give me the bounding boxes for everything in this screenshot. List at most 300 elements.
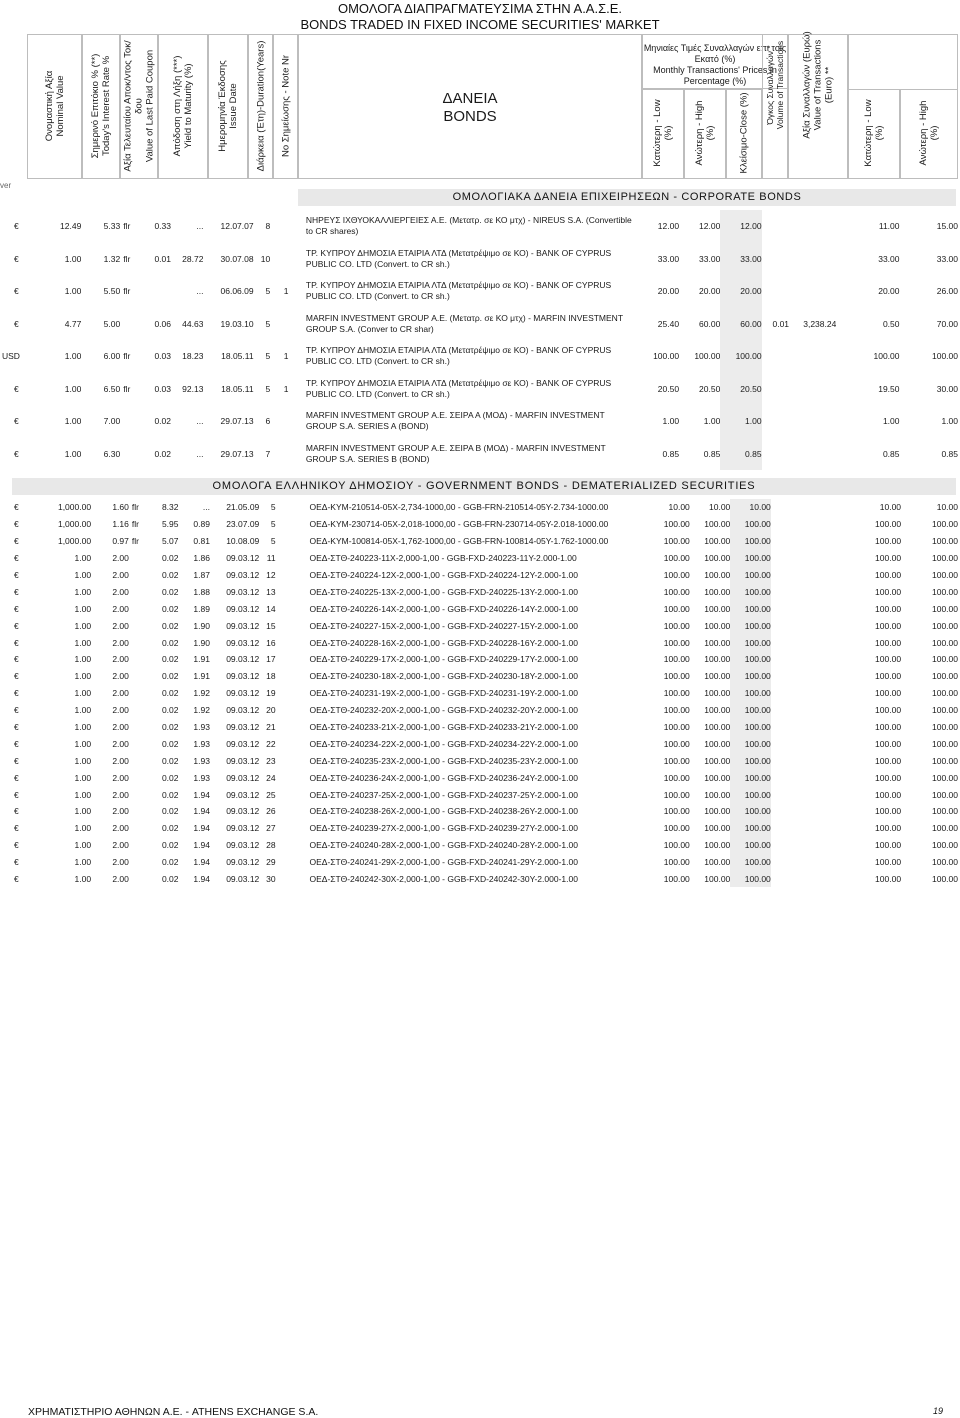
last-coupon-cell: 0.02 [161, 654, 179, 665]
yield-to-maturity-cell: 44.63 [182, 318, 204, 329]
month-high-cell: 100.00 [704, 806, 731, 817]
month-close-cell: 100.00 [730, 769, 771, 786]
duration-cell: 30 [266, 874, 276, 885]
yield-to-maturity-cell: ... [202, 502, 210, 513]
last-coupon-cell: 0.02 [154, 448, 171, 459]
section-government-bonds: ΟΜΟΛΟΓΑ ΕΛΛΗΝΙΚΟΥ ΔΗΜΟΣΙΟΥ - GOVERNMENT BONDS - DEMATERIALIZED SECURITIES [12, 478, 956, 495]
transaction-value-cell [796, 583, 840, 600]
volume-cell [771, 600, 796, 617]
transaction-value-cell [796, 668, 840, 685]
month-close-cell: 100.00 [730, 600, 771, 617]
transaction-value-cell [796, 702, 840, 719]
year-low-cell: 100.00 [875, 688, 902, 699]
last-coupon-cell: 0.01 [154, 253, 171, 264]
currency-cell: € [14, 519, 19, 530]
header-close-text: Κλείσιμο-Close (%) [738, 92, 750, 174]
header-volume [762, 34, 788, 179]
duration-cell: 23 [266, 755, 276, 766]
duration-cell: 29 [266, 857, 276, 868]
issue-date-cell: 09.03.12 [226, 688, 260, 699]
month-low-cell: 100.00 [663, 620, 690, 631]
transaction-value-cell [796, 516, 840, 533]
year-high-cell: 100.00 [932, 755, 958, 766]
note-number-cell [276, 735, 306, 752]
month-high-cell: 100.00 [704, 519, 731, 530]
year-low-cell: 100.00 [875, 519, 902, 530]
currency-cell: € [14, 688, 19, 699]
interest-rate-cell: 2.00 [112, 553, 129, 564]
year-high-cell: 100.00 [932, 840, 958, 851]
year-high-cell: 100.00 [932, 857, 958, 868]
bond-name-cell: ΟΕΔ-ΚΥΜ-230714-05Χ-2,018-1000,00 - GGB-FRN-230714-05Y-2.018-1000.00 [309, 519, 609, 530]
issue-date-cell: 09.03.12 [226, 705, 260, 716]
month-high-cell: 100.00 [704, 705, 731, 716]
volume-cell [771, 550, 796, 567]
table-row [0, 550, 960, 567]
bond-name-cell: ΟΕΔ-ΣΤΘ-240238-26Χ-2,000-1,00 - GGB-FXD-240238-26Y-2.000-1.00 [309, 806, 578, 817]
year-high-cell: 100.00 [932, 688, 958, 699]
month-low-cell: 100.00 [663, 772, 690, 783]
bond-name-cell: ΟΕΔ-ΣΤΘ-240235-23Χ-2,000-1,00 - GGB-FXD-240235-23Y-2.000-1.00 [309, 755, 578, 766]
duration-cell: 28 [266, 840, 276, 851]
year-low-cell: 100.00 [875, 654, 902, 665]
header-volume-gr: Όγκος Συναλλαγών * [765, 45, 775, 125]
month-low-cell: 10.00 [668, 502, 690, 513]
year-low-cell: 0.50 [882, 318, 900, 329]
table-row [0, 405, 960, 438]
currency-cell: € [14, 637, 19, 648]
note-number-cell [276, 583, 306, 600]
month-high-cell: 100.00 [704, 688, 731, 699]
nominal-value-cell: 1.00 [74, 586, 92, 597]
interest-rate-cell: 2.00 [112, 857, 129, 868]
header-ytm-en: Yield to Maturity (%) [183, 63, 194, 149]
month-close-cell: 1.00 [720, 405, 761, 438]
bond-name-cell: ΟΕΔ-ΣΤΘ-240231-19Χ-2,000-1,00 - GGB-FXD-240231-19Y-2.000-1.00 [309, 688, 578, 699]
yield-to-maturity-cell: 1.93 [193, 738, 210, 749]
yield-to-maturity-cell: 1.93 [193, 722, 210, 733]
table-row [0, 533, 960, 550]
table-row [0, 634, 960, 651]
currency-cell: USD [2, 351, 20, 362]
month-close-cell: 100.00 [720, 340, 761, 373]
yield-to-maturity-cell: 0.81 [193, 536, 210, 547]
month-close-cell: 100.00 [730, 854, 771, 871]
table-row [0, 340, 960, 373]
nominal-value-cell: 1.00 [74, 570, 92, 580]
month-close-cell: 100.00 [730, 583, 771, 600]
floater-flag-cell [129, 600, 145, 617]
last-coupon-cell: 5.95 [161, 519, 179, 530]
issue-date-cell: 09.03.12 [226, 603, 260, 614]
month-low-cell: 20.00 [657, 286, 680, 297]
note-number-cell [276, 651, 306, 668]
last-coupon-cell [137, 275, 171, 308]
floater-flag-cell: flr [131, 536, 139, 547]
bond-name-cell: ΟΕΔ-ΣΤΘ-240242-30Χ-2,000-1,00 - GGB-FXD-240242-30Y-2.000-1.00 [309, 874, 578, 885]
table-row [0, 438, 960, 471]
month-low-cell: 20.50 [657, 383, 680, 394]
month-low-cell: 100.00 [663, 603, 690, 614]
year-low-cell: 100.00 [875, 570, 902, 580]
table-row [0, 719, 960, 736]
nominal-value-cell: 1.00 [74, 620, 92, 631]
month-high-cell: 0.85 [703, 448, 721, 459]
last-coupon-cell: 0.02 [161, 671, 179, 682]
month-low-cell: 100.00 [663, 637, 690, 648]
issue-date-cell: 09.03.12 [226, 620, 260, 631]
month-low-cell: 12.00 [657, 221, 680, 232]
header-value [788, 31, 848, 179]
nominal-value-cell: 1.00 [74, 755, 92, 766]
yield-to-maturity-cell: 1.88 [193, 586, 210, 597]
table-row [0, 499, 960, 516]
volume-cell [771, 617, 796, 634]
transaction-value-cell [796, 550, 840, 567]
year-high-cell: 100.00 [932, 351, 958, 362]
last-coupon-cell: 0.02 [161, 603, 179, 614]
note-number-cell: 1 [283, 286, 289, 297]
volume-cell [771, 719, 796, 736]
volume-cell [771, 533, 796, 550]
month-close-cell: 12.00 [720, 210, 761, 243]
floater-flag-cell [129, 871, 145, 888]
transaction-value-cell [796, 634, 840, 651]
issue-date-cell: 23.07.09 [226, 519, 260, 530]
yield-to-maturity-cell: 1.94 [193, 874, 210, 885]
currency-cell: € [14, 772, 19, 783]
volume-cell [771, 786, 796, 803]
bond-name-cell: ΤΡ. ΚΥΠΡΟΥ ΔΗΜΟΣΙΑ ΕΤΑΙΡΙΑ ΛΤΔ (Μετατρέψιμο σε ΚΟ) - BANK OF CYPRUS PUBLIC CO. LTD (Convert. to CR sh.) [305, 377, 612, 399]
table-row [0, 275, 960, 308]
year-high-cell: 100.00 [932, 789, 958, 800]
table-row [0, 685, 960, 702]
bond-name-cell: ΤΡ. ΚΥΠΡΟΥ ΔΗΜΟΣΙΑ ΕΤΑΙΡΙΑ ΛΤΔ (Μετατρέψιμο σε ΚΟ) - BANK OF CYPRUS PUBLIC CO. LTD (Convert. to CR sh.) [305, 280, 612, 302]
note-number-cell [276, 600, 306, 617]
duration-cell: 21 [266, 722, 276, 733]
yield-to-maturity-cell: 1.91 [193, 654, 210, 665]
left-stub-text: ver [0, 181, 12, 190]
month-low-cell: 100.00 [663, 570, 690, 580]
year-low-cell: 100.00 [875, 553, 902, 564]
month-high-cell: 100.00 [694, 351, 721, 362]
month-high-cell: 100.00 [704, 570, 731, 580]
section-corporate-bonds: ΟΜΟΛΟΓΙΑΚΑ ΔΑΝΕΙΑ ΕΠΙΧΕΙΡΗΣΕΩΝ - CORPORATE BONDS [298, 189, 956, 206]
table-row [0, 752, 960, 769]
year-low-cell: 100.00 [873, 351, 900, 362]
transaction-value-cell [796, 735, 840, 752]
year-low-cell: 100.00 [875, 806, 902, 817]
last-coupon-cell: 0.02 [161, 553, 179, 564]
duration-cell: 14 [266, 603, 276, 614]
header-bonds [298, 34, 642, 179]
year-high-cell: 100.00 [932, 806, 958, 817]
yield-to-maturity-cell: 1.94 [193, 806, 210, 817]
nominal-value-cell: 12.49 [60, 221, 82, 232]
floater-flag-cell: flr [123, 253, 131, 264]
month-close-cell: 100.00 [730, 752, 771, 769]
currency-cell: € [14, 253, 19, 264]
yield-to-maturity-cell: 28.72 [182, 253, 204, 264]
month-high-cell: 20.00 [699, 286, 721, 297]
floater-flag-cell [129, 634, 145, 651]
yield-to-maturity-cell: 1.89 [193, 603, 210, 614]
month-close-cell: 60.00 [720, 308, 761, 341]
duration-cell: 5 [265, 351, 271, 362]
transaction-value-cell [796, 752, 840, 769]
month-close-cell: 100.00 [730, 685, 771, 702]
volume-cell [771, 752, 796, 769]
floater-flag-cell [120, 308, 137, 341]
month-close-cell: 100.00 [730, 617, 771, 634]
issue-date-cell: 18.05.11 [221, 383, 254, 394]
issue-date-cell: 09.03.12 [226, 789, 260, 800]
last-coupon-cell: 0.02 [161, 840, 179, 851]
bond-name-cell: ΟΕΔ-ΣΤΘ-240237-25Χ-2,000-1,00 - GGB-FXD-240237-25Y-2.000-1.00 [309, 789, 578, 800]
year-low-cell: 0.85 [882, 448, 900, 459]
volume-cell [771, 685, 796, 702]
floater-flag-cell: flr [123, 221, 131, 232]
last-coupon-cell: 0.02 [161, 789, 179, 800]
month-close-cell: 20.50 [720, 373, 761, 406]
month-high-cell: 20.50 [699, 383, 721, 394]
transaction-value-cell [796, 617, 840, 634]
note-number-cell [276, 837, 306, 854]
header-monthly-en: Monthly Transactions' Prices in Percentage (%) [653, 65, 777, 86]
issue-date-cell: 21.05.09 [226, 502, 260, 513]
yield-to-maturity-cell: 1.92 [193, 705, 210, 716]
month-close-cell: 0.85 [720, 438, 761, 471]
currency-cell: € [14, 857, 19, 868]
transaction-value-cell [789, 340, 836, 373]
interest-rate-cell: 6.30 [103, 448, 121, 459]
interest-rate-cell: 5.50 [103, 286, 121, 297]
last-coupon-cell: 8.32 [161, 502, 179, 513]
year-low-cell: 100.00 [875, 536, 902, 547]
interest-rate-cell: 2.00 [112, 755, 129, 766]
currency-cell: € [14, 789, 19, 800]
floater-flag-cell: flr [131, 502, 139, 513]
year-low-cell: 19.50 [878, 383, 900, 394]
yield-to-maturity-cell: 1.94 [193, 857, 210, 868]
floater-flag-cell [129, 786, 145, 803]
issue-date-cell: 06.06.09 [220, 286, 254, 297]
year-high-cell: 100.00 [932, 738, 958, 749]
year-low-cell: 33.00 [878, 253, 900, 264]
header-rate-en: Today's Interest Rate % [101, 55, 112, 157]
bond-name-cell: ΟΕΔ-ΣΤΘ-240229-17Χ-2,000-1,00 - GGB-FXD-240229-17Y-2.000-1.00 [309, 654, 578, 665]
last-coupon-cell: 0.02 [161, 570, 179, 580]
duration-cell: 19 [266, 688, 276, 699]
header-issue-date [208, 34, 248, 179]
duration-cell: 5 [265, 318, 271, 329]
month-close-cell: 10.00 [730, 499, 771, 516]
nominal-value-cell: 1.00 [74, 637, 92, 648]
interest-rate-cell: 2.00 [112, 772, 129, 783]
nominal-value-cell: 1,000.00 [57, 536, 92, 547]
month-high-cell: 100.00 [704, 536, 731, 547]
page-title-english: BONDS TRADED IN FIXED INCOME SECURITIES' MARKET [300, 17, 660, 32]
month-low-cell: 100.00 [663, 671, 690, 682]
duration-cell: 25 [266, 789, 276, 800]
floater-flag-cell [129, 550, 145, 567]
table-row [0, 567, 960, 584]
month-low-cell: 100.00 [663, 654, 690, 665]
header-high-text: Ανώτερη - High (%) [694, 100, 716, 166]
nominal-value-cell: 1,000.00 [57, 519, 92, 530]
duration-cell: 5 [270, 502, 276, 513]
month-high-cell: 100.00 [704, 789, 731, 800]
duration-cell: 10 [260, 253, 271, 264]
year-high-cell: 100.00 [932, 620, 958, 631]
nominal-value-cell: 1.00 [74, 603, 92, 614]
month-close-cell: 100.00 [730, 651, 771, 668]
currency-cell: € [14, 318, 19, 329]
note-number-cell [276, 668, 306, 685]
header-year-group [848, 34, 958, 90]
header-volume-en: Volume of Transactions [775, 40, 785, 130]
duration-cell: 24 [266, 772, 276, 783]
volume-cell: 0.01 [772, 318, 790, 329]
issue-date-cell: 09.03.12 [226, 637, 260, 648]
note-number-cell [276, 516, 306, 533]
month-high-cell: 100.00 [704, 823, 731, 834]
bond-name-cell: ΝΗΡΕΥΣ ΙΧΘΥΟΚΑΛΛΙΕΡΓΕΙΕΣ Α.Ε. (Μετατρ. σε ΚΟ μτχ) - NIREUS S.A. (Convertible to CR shares) [305, 215, 632, 237]
note-number-cell [270, 438, 302, 471]
month-high-cell: 100.00 [704, 840, 731, 851]
nominal-value-cell: 1.00 [74, 840, 92, 851]
nominal-value-cell: 4.77 [64, 318, 82, 329]
currency-cell: € [14, 705, 19, 716]
interest-rate-cell: 5.33 [103, 221, 121, 232]
last-coupon-cell: 0.02 [161, 688, 179, 699]
year-low-cell: 100.00 [875, 755, 902, 766]
note-number-cell [276, 533, 306, 550]
issue-date-cell: 29.07.13 [220, 416, 254, 427]
nominal-value-cell: 1.00 [74, 722, 92, 733]
month-low-cell: 1.00 [662, 416, 680, 427]
volume-cell [771, 516, 796, 533]
volume-cell [771, 803, 796, 820]
transaction-value-cell [796, 803, 840, 820]
issue-date-cell: 29.07.13 [220, 448, 254, 459]
year-high-cell: 100.00 [932, 705, 958, 716]
note-number-cell [276, 702, 306, 719]
year-low-cell: 100.00 [875, 637, 902, 648]
table-row [0, 583, 960, 600]
month-low-cell: 100.00 [653, 351, 680, 362]
interest-rate-cell: 6.00 [103, 351, 121, 362]
duration-cell: 5 [270, 519, 276, 530]
header-issue-gr: Ημερομηνία Έκδοσης [217, 60, 228, 152]
header-bonds-gr: ΔΑΝΕΙΑ [442, 90, 498, 107]
note-number-cell [276, 617, 306, 634]
table-row [0, 837, 960, 854]
header-nominal-gr: Ονομαστική Αξία [43, 70, 55, 142]
note-number-cell [276, 854, 306, 871]
table-row [0, 702, 960, 719]
volume-cell [771, 583, 796, 600]
issue-date-cell: 30.07.08 [220, 253, 254, 264]
currency-cell: € [14, 823, 19, 834]
duration-cell: 12 [266, 570, 276, 580]
header-ytm-gr: Απόδοση στη Λήξη (***) [172, 55, 183, 157]
bond-name-cell: ΤΡ. ΚΥΠΡΟΥ ΔΗΜΟΣΙΑ ΕΤΑΙΡΙΑ ΛΤΔ (Μετατρέψιμο σε ΚΟ) - BANK OF CYPRUS PUBLIC CO. LTD (Convert. to CR sh.) [305, 247, 612, 269]
bond-name-cell: ΟΕΔ-ΣΤΘ-240240-28Χ-2,000-1,00 - GGB-FXD-240240-28Y-2.000-1.00 [309, 840, 578, 851]
floater-flag-cell [129, 685, 145, 702]
yield-to-maturity-cell: ... [196, 416, 204, 427]
currency-cell: € [14, 383, 19, 394]
year-low-cell: 100.00 [875, 857, 902, 868]
year-high-cell: 100.00 [932, 823, 958, 834]
issue-date-cell: 09.03.12 [226, 806, 260, 817]
volume-cell [762, 373, 789, 406]
interest-rate-cell: 2.00 [112, 823, 129, 834]
nominal-value-cell: 1.00 [64, 416, 82, 427]
volume-cell [762, 340, 789, 373]
table-row [0, 820, 960, 837]
year-high-cell: 33.00 [936, 253, 958, 264]
floater-flag-cell [129, 854, 145, 871]
year-low-cell: 20.00 [878, 286, 900, 297]
header-nominal-value [27, 34, 82, 179]
table-row [0, 769, 960, 786]
last-coupon-cell: 0.02 [154, 416, 171, 427]
last-coupon-cell: 0.03 [154, 351, 171, 362]
year-high-cell: 100.00 [932, 553, 958, 564]
header-year-high [900, 89, 958, 179]
year-high-cell: 100.00 [932, 536, 958, 547]
currency-cell: € [14, 738, 19, 749]
month-low-cell: 33.00 [657, 253, 680, 264]
month-low-cell: 100.00 [663, 840, 690, 851]
year-high-cell: 15.00 [936, 221, 958, 232]
year-low-cell: 100.00 [875, 874, 902, 885]
volume-cell [771, 820, 796, 837]
bond-name-cell: ΟΕΔ-ΣΤΘ-240226-14Χ-2,000-1,00 - GGB-FXD-240226-14Y-2.000-1.00 [309, 603, 578, 614]
duration-cell: 16 [266, 637, 276, 648]
floater-flag-cell [129, 735, 145, 752]
note-number-cell [276, 719, 306, 736]
header-last-coupon [120, 34, 158, 179]
month-high-cell: 33.00 [699, 253, 721, 264]
month-low-cell: 100.00 [663, 688, 690, 699]
last-coupon-cell: 0.02 [161, 857, 179, 868]
table-row [0, 516, 960, 533]
duration-cell: 5 [270, 536, 276, 547]
yield-to-maturity-cell: 1.93 [193, 772, 210, 783]
transaction-value-cell [789, 210, 836, 243]
interest-rate-cell: 2.00 [112, 688, 129, 699]
duration-cell: 5 [265, 383, 271, 394]
month-high-cell: 10.00 [709, 502, 731, 513]
header-yield-to-maturity [158, 34, 208, 179]
nominal-value-cell: 1,000.00 [57, 502, 92, 513]
year-low-cell: 100.00 [875, 772, 902, 783]
duration-cell: 15 [266, 620, 276, 631]
month-low-cell: 100.00 [663, 738, 690, 749]
last-coupon-cell: 0.02 [161, 806, 179, 817]
transaction-value-cell [796, 567, 840, 584]
header-issue-en: Issue Date [228, 83, 239, 129]
volume-cell [762, 438, 789, 471]
nominal-value-cell: 1.00 [74, 874, 92, 885]
month-high-cell: 100.00 [704, 671, 731, 682]
year-high-cell: 100.00 [932, 654, 958, 665]
last-coupon-cell: 5.07 [161, 536, 179, 547]
floater-flag-cell [120, 438, 137, 471]
bond-name-cell: ΟΕΔ-ΣΤΘ-240232-20Χ-2,000-1,00 - GGB-FXD-240232-20Y-2.000-1.00 [309, 705, 578, 716]
